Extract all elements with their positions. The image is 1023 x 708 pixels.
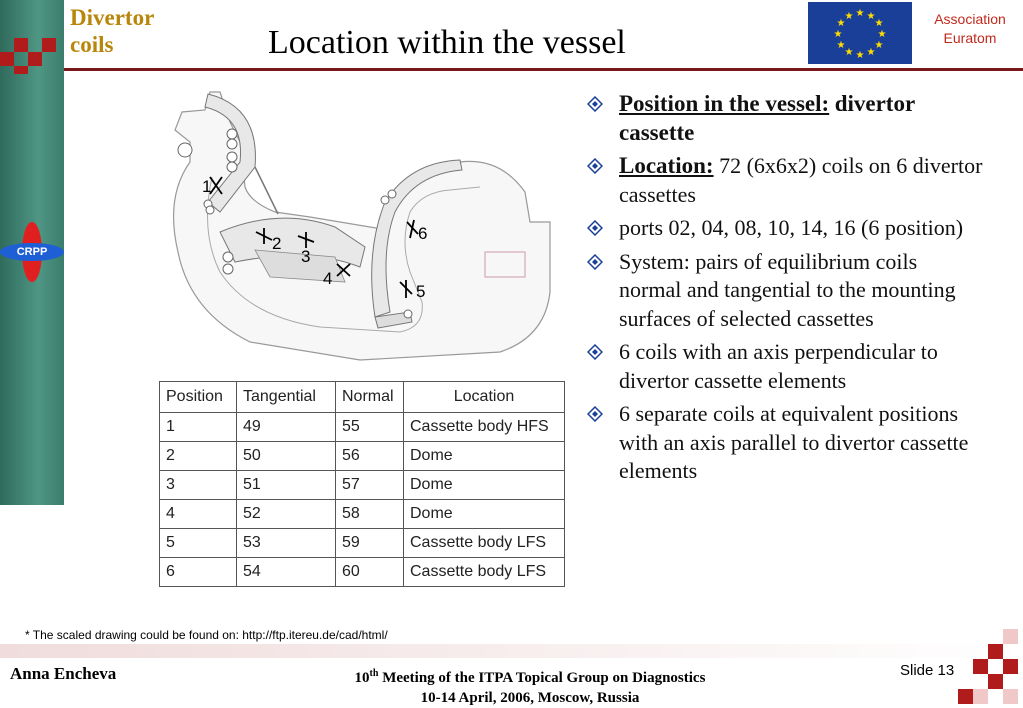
bullet-text: ports 02, 04, 08, 10, 14, 16 (6 position) — [619, 215, 964, 240]
table-cell: 49 — [237, 413, 336, 442]
bullet-lead: Location: — [619, 153, 714, 178]
table-cell: Dome — [404, 500, 565, 529]
svg-text:★: ★ — [836, 18, 846, 29]
table-cell: 54 — [237, 558, 336, 587]
svg-text:★: ★ — [877, 29, 887, 40]
association-label — [918, 10, 1022, 48]
svg-text:★: ★ — [874, 18, 884, 29]
table-cell: 56 — [336, 442, 404, 471]
table-cell: 58 — [336, 500, 404, 529]
section-title — [70, 4, 154, 58]
drawing-label-3: 3 — [301, 247, 311, 266]
table-header-cell: Tangential — [237, 382, 336, 413]
table-header-cell: Location — [404, 382, 565, 413]
table-header-cell: Position — [160, 382, 237, 413]
diamond-bullet-icon — [587, 96, 603, 112]
diamond-bullet-icon — [587, 406, 603, 422]
table-header-cell: Normal — [336, 382, 404, 413]
bullet-text: 6 separate coils at equivalent positions with an axis parallel to divertor cassette elements — [619, 401, 969, 483]
coil-location-table — [159, 381, 565, 587]
drawing-label-2: 2 — [272, 234, 282, 253]
svg-text:★: ★ — [874, 40, 884, 51]
bullet-item — [584, 338, 984, 395]
table-cell: 59 — [336, 529, 404, 558]
table-row — [160, 500, 565, 529]
diamond-bullet-icon — [587, 254, 603, 270]
slide-number: Slide 13 — [900, 662, 955, 679]
svg-text:★: ★ — [844, 11, 854, 22]
bullet-text: 72 (6x6x2) coils on 6 divertor cassettes — [619, 153, 983, 207]
table-cell: 51 — [237, 471, 336, 500]
svg-text:★: ★ — [855, 50, 865, 61]
association-line1: Association — [934, 11, 1006, 27]
drawing-label-6: 6 — [418, 224, 428, 243]
footer-squares-decoration — [958, 618, 1023, 708]
author-name: Anna Encheva — [10, 664, 117, 683]
table-row — [160, 471, 565, 500]
diamond-bullet-icon — [587, 220, 603, 236]
table-row — [160, 413, 565, 442]
meeting-line2: 10-14 April, 2006, Moscow, Russia — [420, 690, 640, 706]
bullet-item — [584, 400, 984, 486]
table-row — [160, 529, 565, 558]
table-cell: 53 — [237, 529, 336, 558]
table-row — [160, 442, 565, 471]
bullet-text: 6 coils with an axis perpendicular to divertor cassette elements — [619, 339, 938, 393]
table-cell: Cassette body LFS — [404, 529, 565, 558]
sidebar-squares-decoration — [0, 38, 64, 74]
table-cell: Cassette body HFS — [404, 413, 565, 442]
section-title-line2: coils — [70, 32, 114, 57]
page-title: Location within the vessel — [268, 24, 626, 61]
table-cell: Cassette body LFS — [404, 558, 565, 587]
meeting-line1 — [250, 664, 810, 688]
table-cell: 5 — [160, 529, 237, 558]
meeting-number-suffix: th — [369, 668, 379, 679]
table-cell: 52 — [237, 500, 336, 529]
table-cell: 1 — [160, 413, 237, 442]
crpp-logo-text: CRPP — [16, 246, 48, 258]
table-cell: 2 — [160, 442, 237, 471]
table-cell: Dome — [404, 471, 565, 500]
table-cell: 57 — [336, 471, 404, 500]
drawing-label-1: 1 — [202, 177, 212, 196]
table-cell: 60 — [336, 558, 404, 587]
drawing-label-4: 4 — [323, 269, 333, 288]
meeting-number: 10 — [354, 670, 370, 686]
bullet-lead: Position in the vessel: — [619, 91, 830, 116]
section-title-line1: Divertor — [70, 5, 155, 30]
footnote: * The scaled drawing could be found on: http://ftp.itereu.de/cad/html/ — [25, 628, 388, 642]
drawing-label-5: 5 — [416, 282, 426, 301]
table-cell: Dome — [404, 442, 565, 471]
divertor-cassette-drawing — [160, 82, 560, 367]
footer-band — [0, 644, 1023, 658]
header-divider — [64, 68, 1023, 71]
bullet-text: divertor cassette — [619, 91, 915, 145]
bullet-item — [584, 152, 984, 209]
svg-text:★: ★ — [844, 47, 854, 58]
diamond-bullet-icon — [587, 344, 603, 360]
bullet-item — [584, 214, 984, 243]
bullet-text: System: pairs of equilibrium coils normal and tangential to the mounting surfaces of selected cassettes — [619, 248, 956, 331]
table-cell: 3 — [160, 471, 237, 500]
table-header-row — [160, 382, 565, 413]
svg-text:★: ★ — [866, 47, 876, 58]
table-cell: 50 — [237, 442, 336, 471]
bullet-list — [584, 90, 984, 491]
meeting-title: Meeting of the ITPA Topical Group on Diagnostics — [378, 670, 706, 686]
svg-text:★: ★ — [866, 11, 876, 22]
association-line2: Euratom — [943, 30, 997, 46]
svg-text:★: ★ — [855, 8, 865, 19]
bullet-item — [584, 248, 984, 334]
table-cell: 6 — [160, 558, 237, 587]
bullet-item — [584, 90, 984, 147]
table-cell: 55 — [336, 413, 404, 442]
table-row — [160, 558, 565, 587]
svg-text:★: ★ — [833, 29, 843, 40]
table-cell: 4 — [160, 500, 237, 529]
svg-text:★: ★ — [836, 40, 846, 51]
eu-flag-icon — [808, 2, 912, 64]
diamond-bullet-icon — [587, 158, 603, 174]
meeting-info — [250, 664, 810, 708]
